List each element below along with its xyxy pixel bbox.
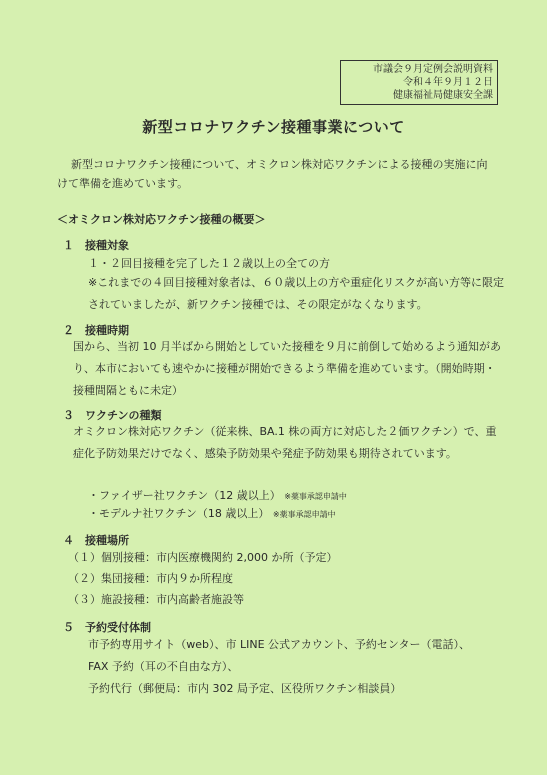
- vaccine-pfizer-note: ※薬事承認申請中: [284, 492, 347, 501]
- intro-paragraph: 新型コロナワクチン接種について、オミクロン株対応ワクチンによる接種の実施に向けて準備を進めています。: [57, 158, 488, 190]
- section-5-line-3: 予約代行（郵便局：市内 302 局予定、区役所ワクチン相談員）: [88, 682, 402, 695]
- page-title: 新型コロナワクチン接種事業について: [142, 118, 405, 136]
- section-5-title: 予約受付体制: [85, 621, 151, 634]
- stamp-line-1: 市議会９月定例会説明資料: [373, 64, 493, 75]
- stamp-line-3: 健康福祉局健康安全課: [393, 90, 493, 101]
- section-2-number: ２: [63, 324, 74, 337]
- section-5-line-1: 市予約専用サイト（web）、市 LINE 公式アカウント、予約センター（電話）、: [88, 638, 470, 651]
- section-1-number: １: [63, 239, 74, 252]
- section-4-title: 接種場所: [85, 534, 129, 547]
- section-4-item-2: （２）集団接種：市内９か所程度: [68, 572, 233, 585]
- section-2-body: 国から、当初 10 月半ばから開始としていた接種を９月に前倒して始めるよう通知があり、本市においても速やかに接種が開始できるよう準備を進めています。（開始時期・接種間隔ともに未定）: [73, 340, 501, 397]
- section-1-line: １・２回目接種を完了した１２歳以上の全ての方: [88, 257, 330, 270]
- section-3-item-1: [88, 486, 347, 506]
- section-3-item-2: [88, 504, 336, 524]
- overview-heading: ＜オミクロン株対応ワクチン接種の概要＞: [57, 213, 266, 226]
- section-3-body: オミクロン株対応ワクチン（従来株、BA.1 株の両方に対応した２価ワクチン）で、重症化予防効果だけでなく、感染予防効果や発症予防効果も期待されています。: [73, 425, 497, 460]
- section-4-item-1: （１）個別接種：市内医療機関約 2,000 か所（予定）: [68, 551, 338, 564]
- section-5-number: ５: [63, 621, 74, 634]
- section-1-title: 接種対象: [85, 239, 129, 252]
- document-stamp: [340, 60, 498, 105]
- section-1-note: ※これまでの４回目接種対象者は、６０歳以上の方や重症化リスクが高い方等に限定されていましたが、新ワクチン接種では、その限定がなくなります。: [88, 276, 504, 311]
- section-5-heading: [63, 619, 151, 635]
- vaccine-moderna-note: ※薬事承認申請中: [272, 510, 336, 519]
- section-3-number: ３: [63, 409, 74, 422]
- section-5-line-2: FAX 予約（耳の不自由な方）、: [88, 660, 239, 673]
- vaccine-moderna: ・モデルナ社ワクチン（18 歳以上）: [88, 507, 270, 520]
- section-4-item-3: （３）施設接種：市内高齢者施設等: [68, 593, 244, 606]
- section-4-number: ４: [63, 534, 74, 547]
- stamp-line-2: 令和４年９月１２日: [403, 77, 493, 88]
- section-3-title: ワクチンの種類: [85, 409, 162, 422]
- vaccine-pfizer: ・ファイザー社ワクチン（12 歳以上）: [88, 489, 281, 502]
- section-1-heading: [63, 237, 129, 253]
- section-2-title: 接種時期: [85, 324, 129, 337]
- section-4-heading: [63, 532, 129, 548]
